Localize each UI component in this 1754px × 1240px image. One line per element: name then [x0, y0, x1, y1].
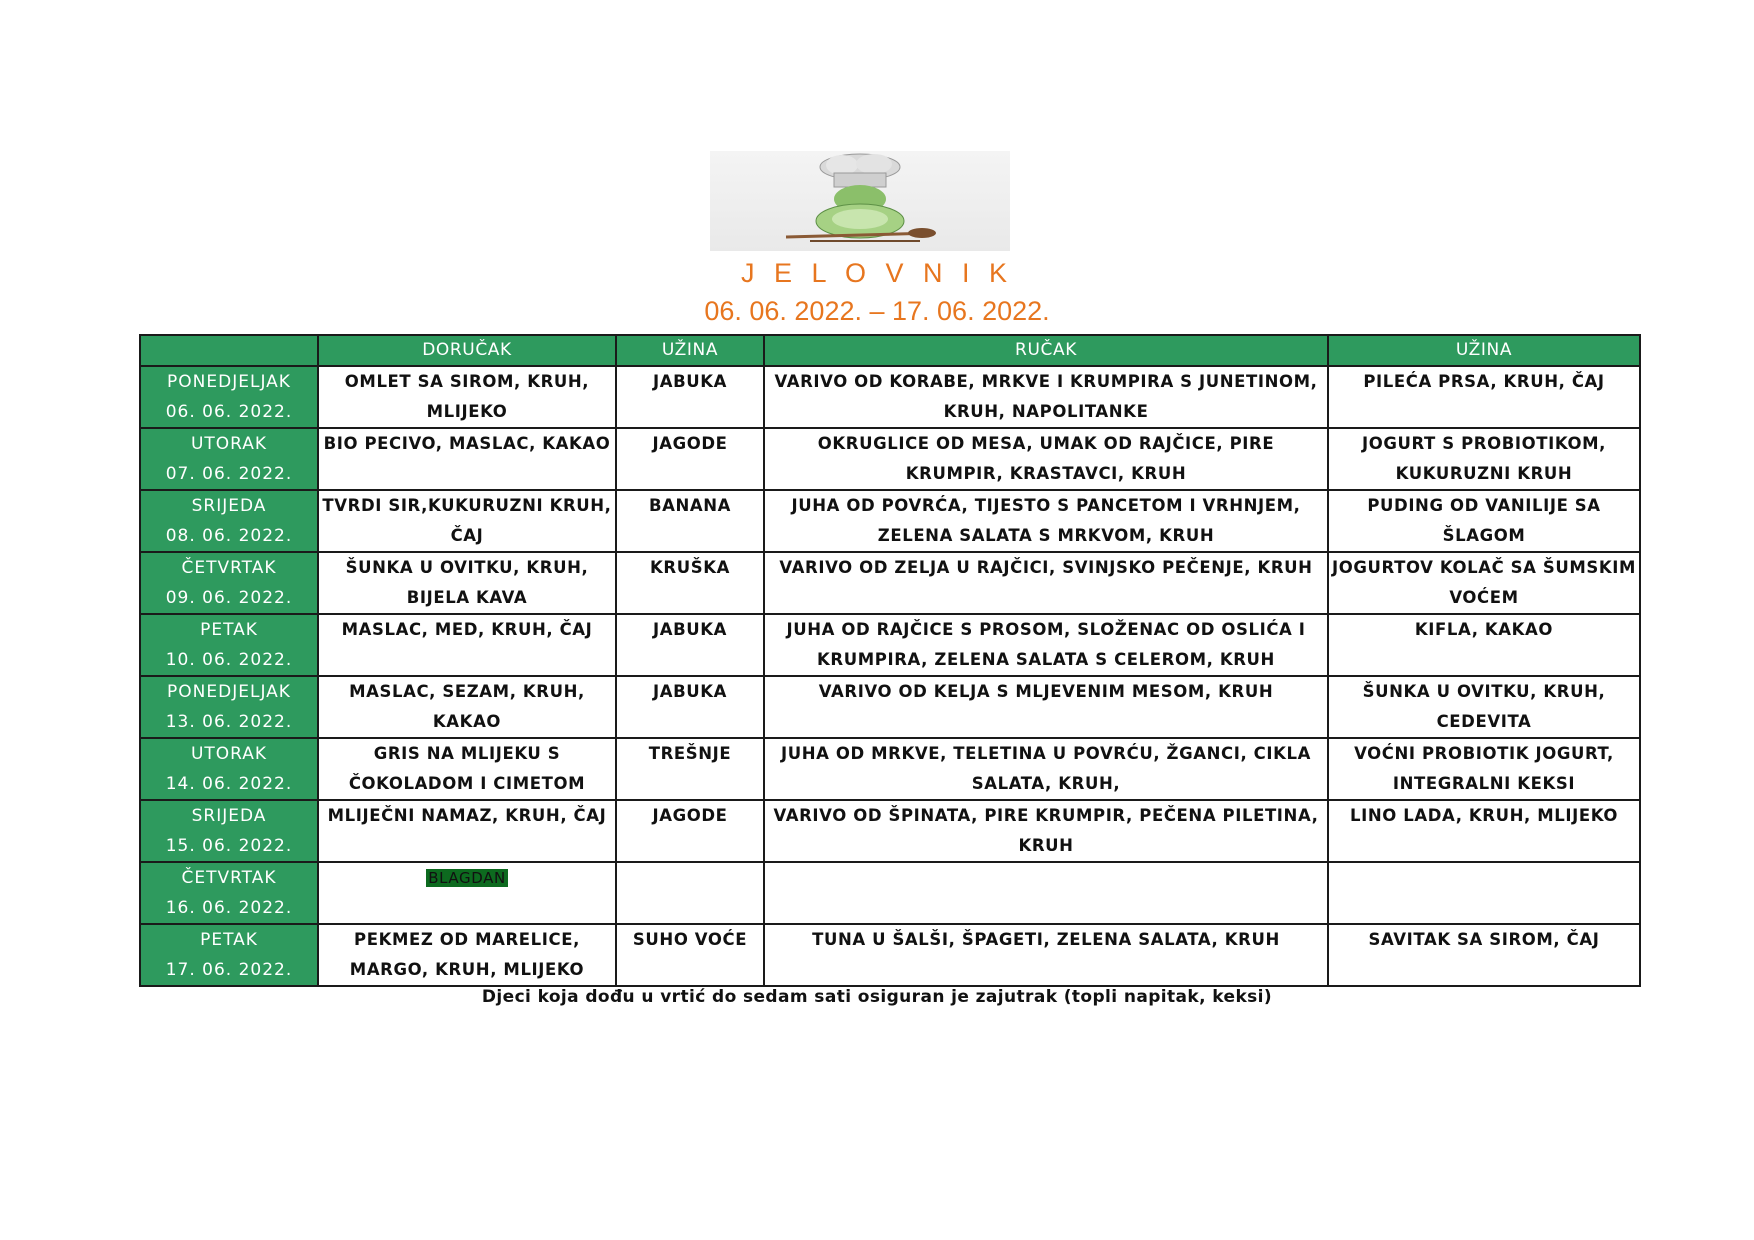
- footer-note: Djeci koja dođu u vrtić do sedam sati osiguran je zajutrak (topli napitak, keksi): [481, 987, 1273, 1007]
- breakfast-cell: BIO PECIVO, MASLAC, KAKAO: [318, 428, 616, 490]
- day-cell: [140, 924, 318, 986]
- lunch-cell: VARIVO OD ZELJA U RAJČICI, SVINJSKO PEČENJE, KRUH: [764, 552, 1328, 614]
- day-cell: [140, 862, 318, 924]
- header-breakfast: DORUČAK: [318, 335, 616, 366]
- table-row: [140, 428, 1640, 490]
- day-cell: [140, 676, 318, 738]
- snack1-cell: JAGODE: [616, 428, 764, 490]
- day-date: 06. 06. 2022.: [165, 402, 293, 422]
- table-row: [140, 924, 1640, 986]
- breakfast-cell: TVRDI SIR,KUKURUZNI KRUH, ČAJ: [318, 490, 616, 552]
- day-cell: [140, 614, 318, 676]
- day-date: 15. 06. 2022.: [165, 836, 293, 856]
- day-name: PONEDJELJAK: [167, 682, 291, 702]
- lunch-cell: JUHA OD POVRĆA, TIJESTO S PANCETOM I VRHNJEM, ZELENA SALATA S MRKVOM, KRUH: [764, 490, 1328, 552]
- snack1-cell: BANANA: [616, 490, 764, 552]
- breakfast-cell: OMLET SA SIROM, KRUH, MLIJEKO: [318, 366, 616, 428]
- lunch-cell: OKRUGLICE OD MESA, UMAK OD RAJČICE, PIRE KRUMPIR, KRASTAVCI, KRUH: [764, 428, 1328, 490]
- day-cell: [140, 552, 318, 614]
- day-date: 09. 06. 2022.: [165, 588, 293, 608]
- day-name: ČETVRTAK: [181, 868, 277, 888]
- day-cell: [140, 428, 318, 490]
- date-range: 06. 06. 2022. – 17. 06. 2022.: [704, 296, 1050, 326]
- table-row: [140, 490, 1640, 552]
- day-name: PETAK: [200, 930, 258, 950]
- table-row: [140, 862, 1640, 924]
- snack1-cell: KRUŠKA: [616, 552, 764, 614]
- day-date: 17. 06. 2022.: [165, 960, 293, 980]
- menu-table: [139, 334, 1641, 987]
- breakfast-cell: GRIS NA MLIJEKU S ČOKOLADOM I CIMETOM: [318, 738, 616, 800]
- chef-logo-icon: [710, 151, 1010, 251]
- snack2-cell: SAVITAK SA SIROM, ČAJ: [1328, 924, 1640, 986]
- header-snack-2: UŽINA: [1328, 335, 1640, 366]
- day-cell: [140, 738, 318, 800]
- lunch-cell: VARIVO OD KELJA S MLJEVENIM MESOM, KRUH: [764, 676, 1328, 738]
- lunch-cell: JUHA OD MRKVE, TELETINA U POVRĆU, ŽGANCI, CIKLA SALATA, KRUH,: [764, 738, 1328, 800]
- day-date: 08. 06. 2022.: [165, 526, 293, 546]
- lunch-cell: VARIVO OD KORABE, MRKVE I KRUMPIRA S JUNETINOM, KRUH, NAPOLITANKE: [764, 366, 1328, 428]
- day-name: PONEDJELJAK: [167, 372, 291, 392]
- snack2-cell: VOĆNI PROBIOTIK JOGURT, INTEGRALNI KEKSI: [1328, 738, 1640, 800]
- breakfast-cell: PEKMEZ OD MARELICE, MARGO, KRUH, MLIJEKO: [318, 924, 616, 986]
- header-lunch: RUČAK: [764, 335, 1328, 366]
- snack2-cell: PUDING OD VANILIJE SA ŠLAGOM: [1328, 490, 1640, 552]
- day-name: ČETVRTAK: [181, 558, 277, 578]
- lunch-cell: JUHA OD RAJČICE S PROSOM, SLOŽENAC OD OSLIĆA I KRUMPIRA, ZELENA SALATA S CELEROM, KRUH: [764, 614, 1328, 676]
- snack1-cell: JABUKA: [616, 614, 764, 676]
- header-snack-1: UŽINA: [616, 335, 764, 366]
- snack2-cell: JOGURTOV KOLAČ SA ŠUMSKIM VOĆEM: [1328, 552, 1640, 614]
- holiday-badge: BLAGDAN: [428, 869, 506, 887]
- snack2-cell: KIFLA, KAKAO: [1328, 614, 1640, 676]
- day-date: 16. 06. 2022.: [165, 898, 293, 918]
- table-row: [140, 800, 1640, 862]
- snack1-cell: SUHO VOĆE: [616, 924, 764, 986]
- day-name: SRIJEDA: [191, 806, 267, 826]
- snack1-cell: TREŠNJE: [616, 738, 764, 800]
- day-name: UTORAK: [190, 744, 268, 764]
- breakfast-cell: MLIJEČNI NAMAZ, KRUH, ČAJ: [318, 800, 616, 862]
- lunch-cell: VARIVO OD ŠPINATA, PIRE KRUMPIR, PEČENA PILETINA, KRUH: [764, 800, 1328, 862]
- snack2-cell: [1328, 862, 1640, 924]
- lunch-cell: TUNA U ŠALŠI, ŠPAGETI, ZELENA SALATA, KRUH: [764, 924, 1328, 986]
- table-row: [140, 738, 1640, 800]
- day-name: PETAK: [200, 620, 258, 640]
- snack1-cell: JABUKA: [616, 366, 764, 428]
- day-cell: [140, 490, 318, 552]
- snack2-cell: ŠUNKA U OVITKU, KRUH, CEDEVITA: [1328, 676, 1640, 738]
- day-cell: [140, 366, 318, 428]
- day-date: 10. 06. 2022.: [165, 650, 293, 670]
- day-date: 07. 06. 2022.: [165, 464, 293, 484]
- table-row: [140, 614, 1640, 676]
- snack2-cell: PILEĆA PRSA, KRUH, ČAJ: [1328, 366, 1640, 428]
- snack1-cell: JAGODE: [616, 800, 764, 862]
- snack2-cell: JOGURT S PROBIOTIKOM, KUKURUZNI KRUH: [1328, 428, 1640, 490]
- table-row: [140, 366, 1640, 428]
- breakfast-cell: [318, 862, 616, 924]
- snack1-cell: JABUKA: [616, 676, 764, 738]
- breakfast-cell: MASLAC, MED, KRUH, ČAJ: [318, 614, 616, 676]
- table-row: [140, 676, 1640, 738]
- day-name: SRIJEDA: [191, 496, 267, 516]
- snack2-cell: LINO LADA, KRUH, MLIJEKO: [1328, 800, 1640, 862]
- snack1-cell: [616, 862, 764, 924]
- day-cell: [140, 800, 318, 862]
- day-name: UTORAK: [190, 434, 268, 454]
- day-date: 14. 06. 2022.: [165, 774, 293, 794]
- table-header-row: [140, 335, 1640, 366]
- day-date: 13. 06. 2022.: [165, 712, 293, 732]
- lunch-cell: [764, 862, 1328, 924]
- header-day: [140, 335, 318, 366]
- page-title: J E L O V N I K: [740, 258, 1014, 288]
- table-row: [140, 552, 1640, 614]
- breakfast-cell: MASLAC, SEZAM, KRUH, KAKAO: [318, 676, 616, 738]
- breakfast-cell: ŠUNKA U OVITKU, KRUH, BIJELA KAVA: [318, 552, 616, 614]
